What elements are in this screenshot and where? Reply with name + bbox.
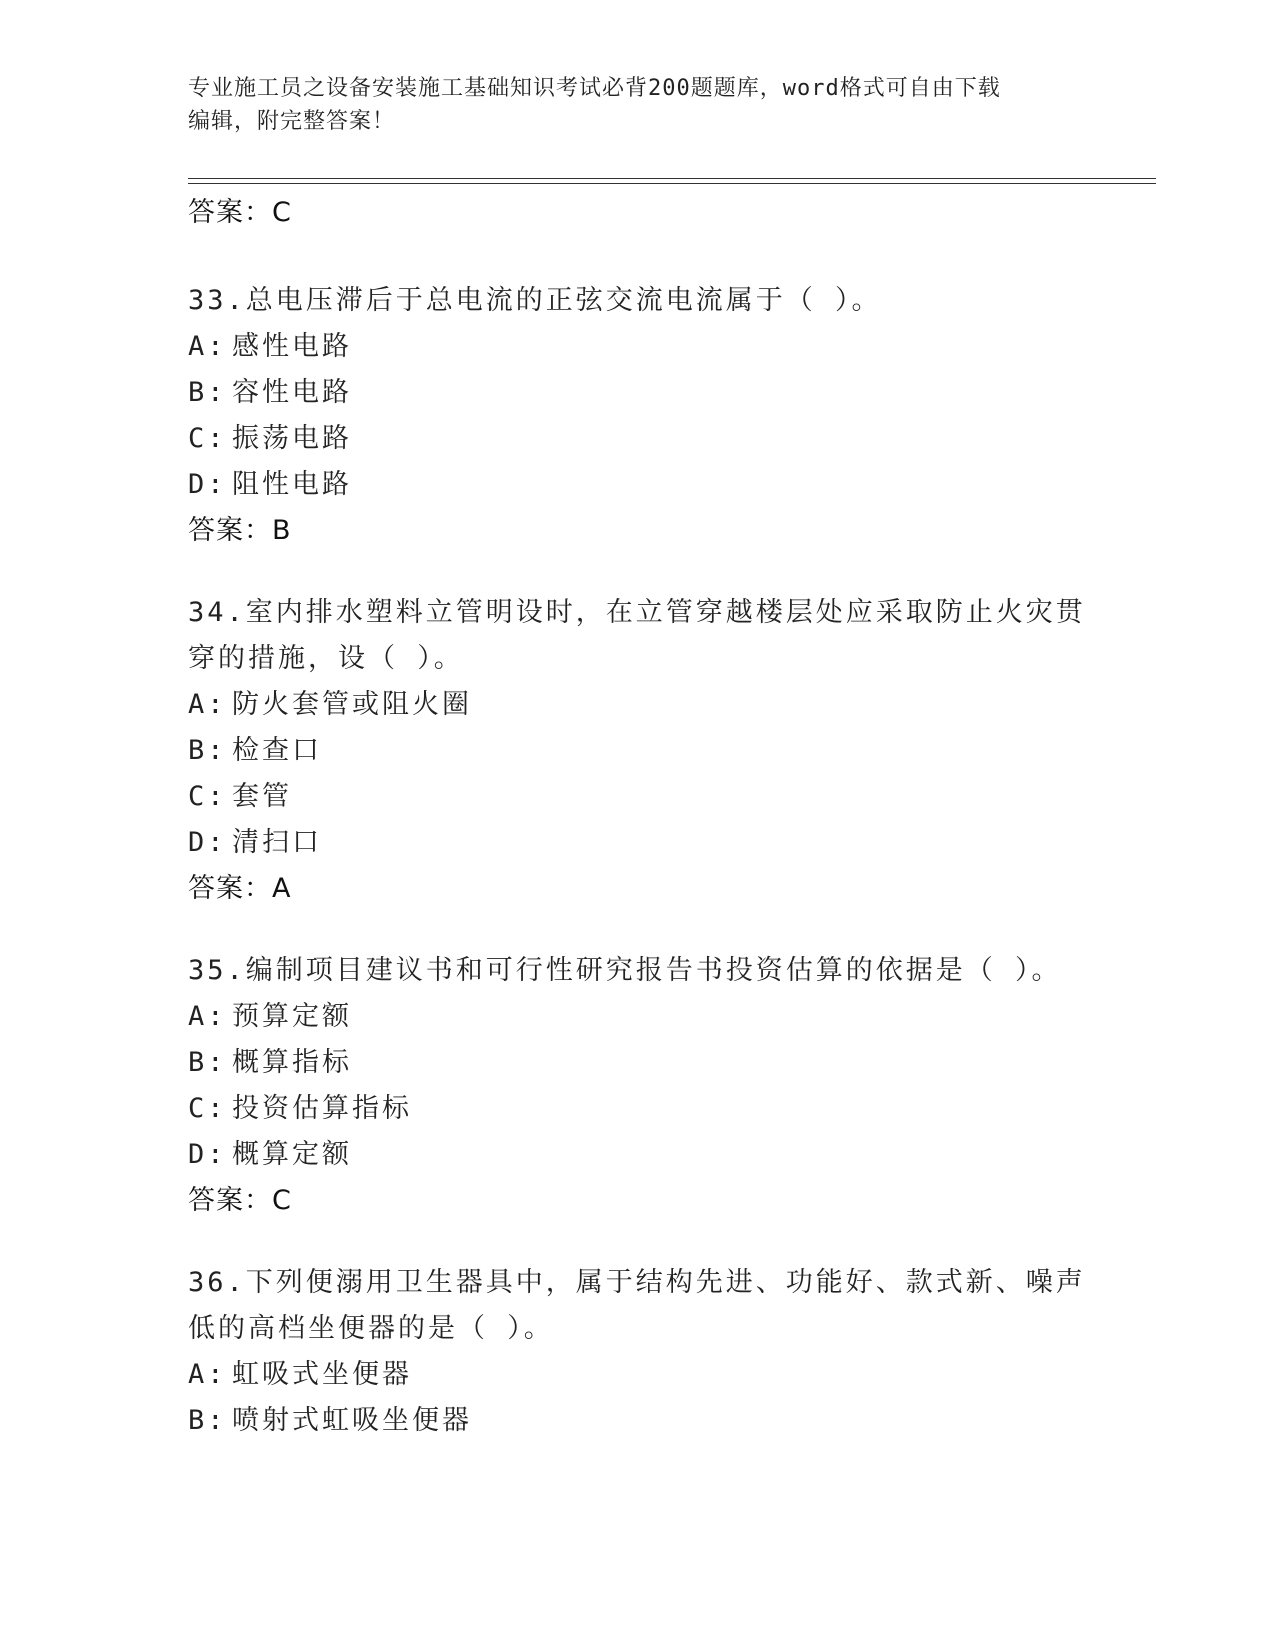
option-c	[188, 1086, 1088, 1132]
option-text: 阻性电路	[232, 469, 352, 500]
question-stem: 总电压滞后于总电流的正弦交流电流属于（ ）。	[245, 285, 882, 316]
question-text	[188, 278, 1088, 324]
option-text: 虹吸式坐便器	[232, 1359, 412, 1390]
document-body	[188, 190, 1088, 1480]
option-text: 清扫口	[232, 827, 322, 858]
option-text: 套管	[232, 781, 292, 812]
option-label: B:	[188, 1047, 227, 1078]
option-text: 容性电路	[232, 377, 352, 408]
question-text	[188, 1260, 1088, 1352]
option-a	[188, 994, 1088, 1040]
option-d	[188, 1132, 1088, 1178]
option-label: D:	[188, 827, 227, 858]
option-text: 检查口	[232, 735, 322, 766]
option-label: A:	[188, 1001, 227, 1032]
question-number: 36.	[188, 1267, 246, 1298]
question-block-35	[188, 948, 1088, 1224]
option-b	[188, 728, 1088, 774]
question-block-36	[188, 1260, 1088, 1444]
header-line-1: 专业施工员之设备安装施工基础知识考试必背200题题库，word格式可自由下载	[188, 76, 1001, 101]
option-label: A:	[188, 331, 227, 362]
option-text: 振荡电路	[232, 423, 352, 454]
option-b	[188, 370, 1088, 416]
option-text: 喷射式虹吸坐便器	[232, 1405, 472, 1436]
answer-line	[188, 866, 1088, 912]
answer-value: C	[272, 197, 292, 228]
option-b	[188, 1398, 1088, 1444]
option-d	[188, 462, 1088, 508]
option-a	[188, 324, 1088, 370]
question-number: 35.	[188, 955, 246, 986]
option-label: C:	[188, 1093, 227, 1124]
option-text: 概算定额	[232, 1139, 352, 1170]
header-line-2: 编辑，附完整答案！	[188, 109, 396, 134]
option-b	[188, 1040, 1088, 1086]
answer-line	[188, 1178, 1088, 1224]
header-divider-bottom	[188, 183, 1156, 184]
option-label: C:	[188, 423, 227, 454]
question-block-34	[188, 590, 1088, 912]
option-text: 防火套管或阻火圈	[232, 689, 472, 720]
question-stem: 编制项目建议书和可行性研究报告书投资估算的依据是（ ）。	[245, 955, 1062, 986]
option-label: B:	[188, 1405, 227, 1436]
option-label: D:	[188, 469, 227, 500]
answer-line	[188, 190, 1088, 236]
question-number: 34.	[188, 597, 246, 628]
page-header	[188, 72, 1068, 138]
answer-value: A	[272, 873, 292, 904]
answer-label: 答案：	[188, 515, 272, 546]
option-label: B:	[188, 735, 227, 766]
option-text: 预算定额	[232, 1001, 352, 1032]
answer-line	[188, 508, 1088, 554]
option-text: 感性电路	[232, 331, 352, 362]
header-divider-top	[188, 178, 1156, 179]
question-text	[188, 590, 1088, 682]
answer-label: 答案：	[188, 873, 272, 904]
option-a	[188, 1352, 1088, 1398]
option-label: A:	[188, 689, 227, 720]
option-label: D:	[188, 1139, 227, 1170]
question-text	[188, 948, 1088, 994]
option-label: A:	[188, 1359, 227, 1390]
question-stem: 下列便溺用卫生器具中，属于结构先进、功能好、款式新、噪声低的高档坐便器的是（ ）。	[188, 1267, 1086, 1344]
option-c	[188, 774, 1088, 820]
option-d	[188, 820, 1088, 866]
question-block-33	[188, 278, 1088, 554]
option-label: C:	[188, 781, 227, 812]
option-c	[188, 416, 1088, 462]
question-stem: 室内排水塑料立管明设时，在立管穿越楼层处应采取防止火灾贯穿的措施，设（ ）。	[188, 597, 1086, 674]
answer-value: B	[272, 515, 292, 546]
option-label: B:	[188, 377, 227, 408]
question-number: 33.	[188, 285, 246, 316]
option-text: 概算指标	[232, 1047, 352, 1078]
option-text: 投资估算指标	[232, 1093, 412, 1124]
answer-label: 答案：	[188, 197, 272, 228]
answer-label: 答案：	[188, 1185, 272, 1216]
answer-value: C	[272, 1185, 292, 1216]
option-a	[188, 682, 1088, 728]
